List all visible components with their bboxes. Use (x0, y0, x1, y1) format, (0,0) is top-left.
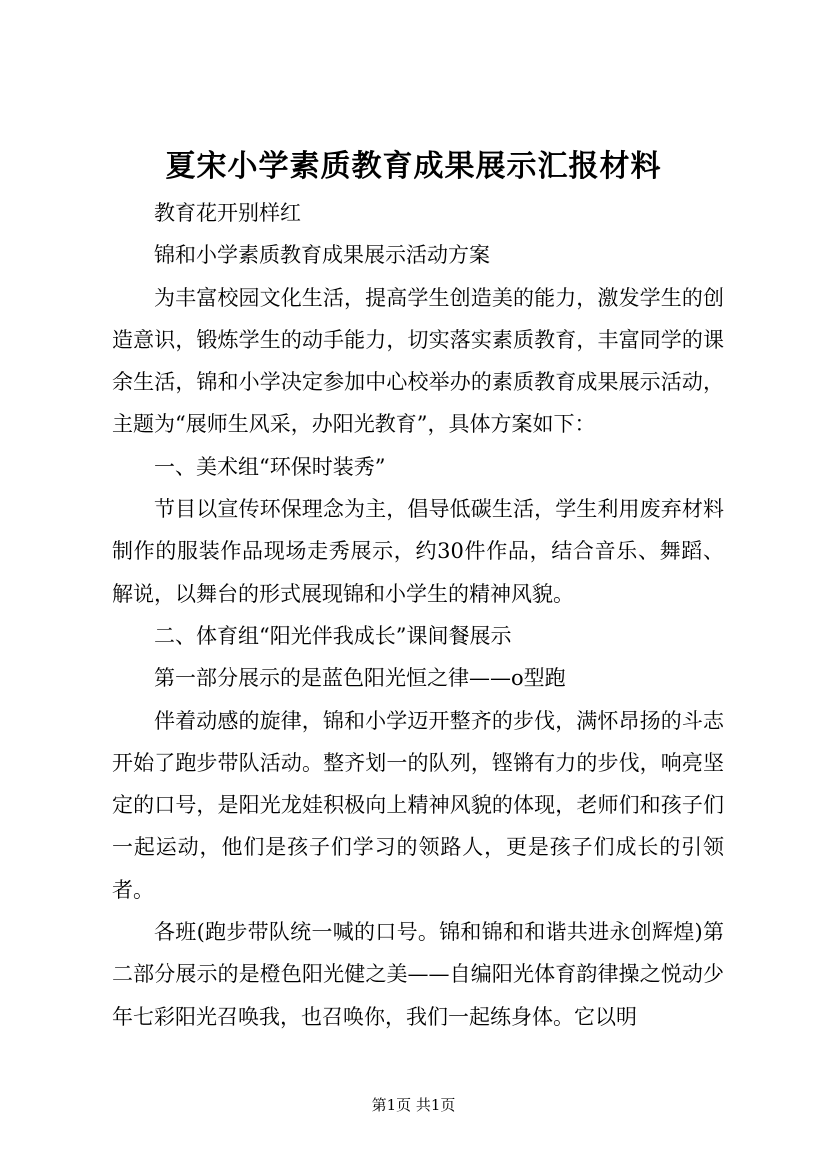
paragraph-part-2: 各班(跑步带队统一喊的口号。锦和锦和和谐共进永创辉煌)第二部分展示的是橙色阳光健之美——自编阳光体育韵律操之悦动少年七彩阳光召唤我，也召唤你，我们一起练身体。它以明 (112, 920, 724, 1029)
page-number: 第1页 共1页 (371, 1096, 456, 1114)
paragraph-subtitle: 教育花开别样红 (154, 201, 301, 225)
paragraph-intro: 为丰富校园文化生活，提高学生创造美的能力，激发学生的创造意识，锻炼学生的动手能力，切实落实素质教育，丰富同学的课余生活，锦和小学决定参加中心校举办的素质教育成果展示活动，主题为“展师生风采，办阳光教育”，具体方案如下： (112, 285, 724, 437)
paragraph-section-2-heading: 二、体育组“阳光伴我成长”课间餐展示 (154, 623, 512, 648)
paragraph-section-1-body: 节目以宣传环保理念为主，倡导低碳生活，学生利用废弃材料制作的服装作品现场走秀展示，约30件作品，结合音乐、舞蹈、解说，以舞台的形式展现锦和小学生的精神风貌。 (112, 497, 724, 606)
paragraph-section-1-heading: 一、美术组“环保时装秀” (154, 454, 386, 479)
document-title: 夏宋小学素质教育成果展示汇报材料 (165, 149, 662, 184)
paragraph-part-1-heading: 第一部分展示的是蓝色阳光恒之律——o型跑 (154, 666, 566, 691)
document-body (112, 192, 724, 1038)
paragraph-plan-title: 锦和小学素质教育成果展示活动方案 (154, 243, 490, 268)
paragraph-part-1-body: 伴着动感的旋律，锦和小学迈开整齐的步伐，满怀昂扬的斗志开始了跑步带队活动。整齐划一的队列，铿锵有力的步伐，响亮坚定的口号，是阳光龙娃积极向上精神风貌的体现，老师们和孩子们一起运动，他们是孩子们学习的领路人，更是孩子们成长的引领者。 (112, 708, 724, 902)
